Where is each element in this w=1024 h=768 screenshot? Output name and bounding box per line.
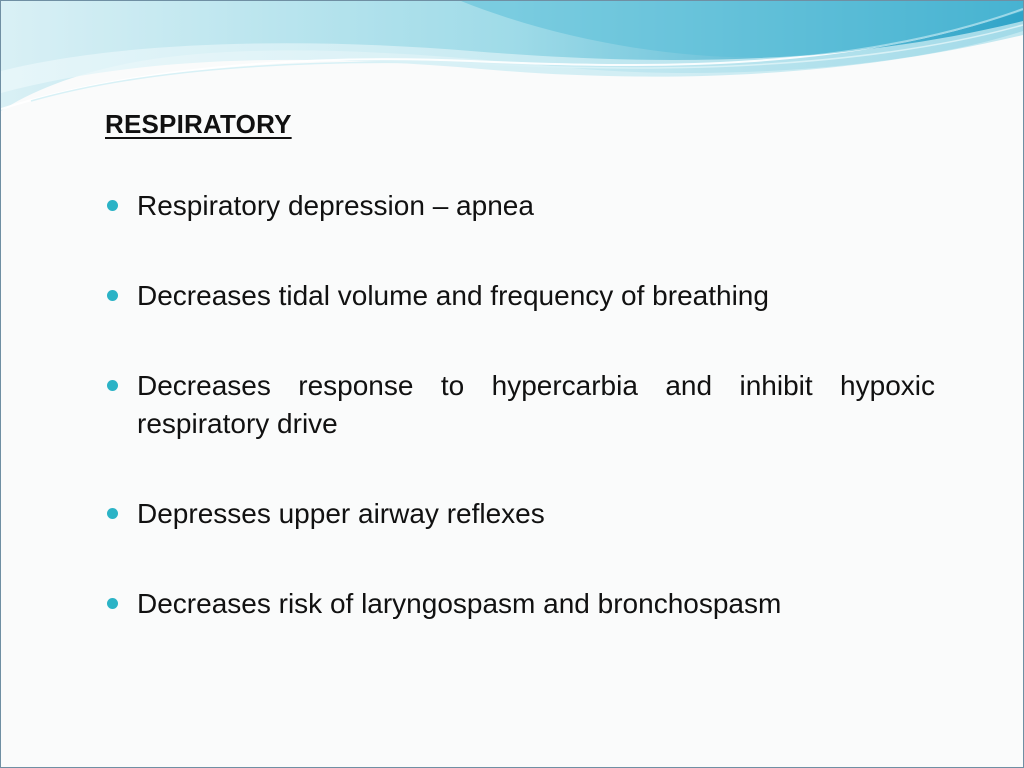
bullet-dot-icon <box>107 508 118 519</box>
bullet-item <box>105 277 935 315</box>
bullet-dot-icon <box>107 200 118 211</box>
bullet-text: Depresses upper airway reflexes <box>137 498 545 529</box>
bullet-dot-icon <box>107 290 118 301</box>
bullet-item <box>105 495 935 533</box>
bullet-item <box>105 367 935 443</box>
bullet-text: Decreases response to hypercarbia and inhibit hypoxic respiratory drive <box>137 370 935 439</box>
header-wave-decoration <box>1 1 1023 121</box>
bullet-item <box>105 585 935 623</box>
bullet-text: Respiratory depression – apnea <box>137 190 534 221</box>
bullet-dot-icon <box>107 380 118 391</box>
bullet-item <box>105 187 935 225</box>
bullet-list <box>105 187 935 623</box>
slide-title: RESPIRATORY <box>105 109 292 139</box>
bullet-text: Decreases tidal volume and frequency of breathing <box>137 280 769 311</box>
bullet-text: Decreases risk of laryngospasm and bronchospasm <box>137 588 782 619</box>
bullet-dot-icon <box>107 598 118 609</box>
